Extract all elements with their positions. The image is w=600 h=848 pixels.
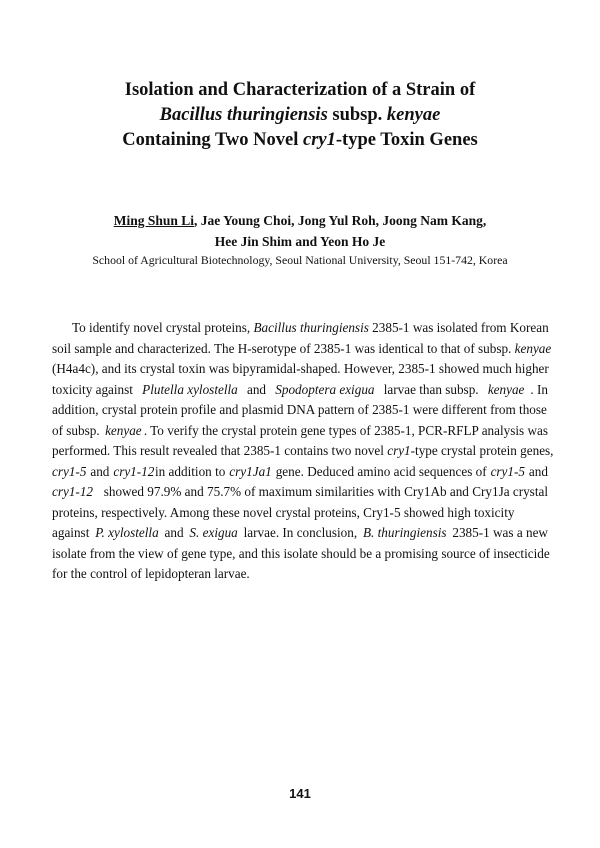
abstract-line: isolate from the view of gene type, and this isolate should be a promising source of insecticide [52,545,550,561]
abstract-line: of subsp. kenyae . To verify the crystal protein gene types of 2385-1, PCR-RFLP analysis was [52,422,548,438]
abstract-line: (H4a4c), and its crystal toxin was bipyramidal-shaped. However, 2385-1 showed much higher [52,361,549,376]
abstract-line: To identify novel crystal proteins, Bacillus thuringiensis 2385-1 was isolated from Korean [72,320,549,335]
presenting-author: Ming Shun Li [113,213,195,228]
abstract-line: addition, crystal protein profile and plasmid DNA pattern of 2385-1 were different from those [52,402,547,417]
abstract [52,318,554,585]
title-line-2: Bacillus thuringiensis subsp. kenyae [159,105,441,125]
paper-title [60,78,540,153]
abstract-line: soil sample and characterized. The H-serotype of 2385-1 was identical to that of subsp. kenyae [52,340,552,356]
title-line-1: Isolation and Characterization of a Strain of [124,80,476,100]
abstract-line: against P. xylostella and S. exigua larvae. In conclusion, B. thuringiensis 2385-1 was a new [52,525,548,540]
author-line-1: Ming Shun Li, Jae Young Choi, Jong Yul Roh, Joong Nam Kang, [113,213,487,228]
affiliation: School of Agricultural Biotechnology, Seoul National University, Seoul 151-742, Korea [92,253,508,267]
abstract-line: for the control of lepidopteran larvae. [52,566,250,581]
author-line-2: Hee Jin Shim and Yeon Ho Je [214,234,386,249]
abstract-line: performed. This result revealed that 2385-1 contains two novel cry1 -type crystal protein genes, [52,443,554,458]
abstract-line: cry1-12 showed 97.9% and 75.7% of maximum similarities with Cry1Ab and Cry1Ja crystal [52,484,548,499]
title-line-3: Containing Two Novel cry1-type Toxin Genes [122,130,478,150]
abstract-line: cry1-5 and cry1-12 in addition to cry1Ja1 gene. Deduced amino acid sequences of cry1-5 and [52,463,548,479]
abstract-line: toxicity against Plutella xylostella and Spodoptera exigua larvae than subsp. kenyae . In [52,381,548,397]
author-list [40,210,560,252]
page-number: 141 [289,786,311,801]
abstract-line: proteins, respectively. Among these novel crystal proteins, Cry1-5 showed high toxicity [52,504,515,520]
